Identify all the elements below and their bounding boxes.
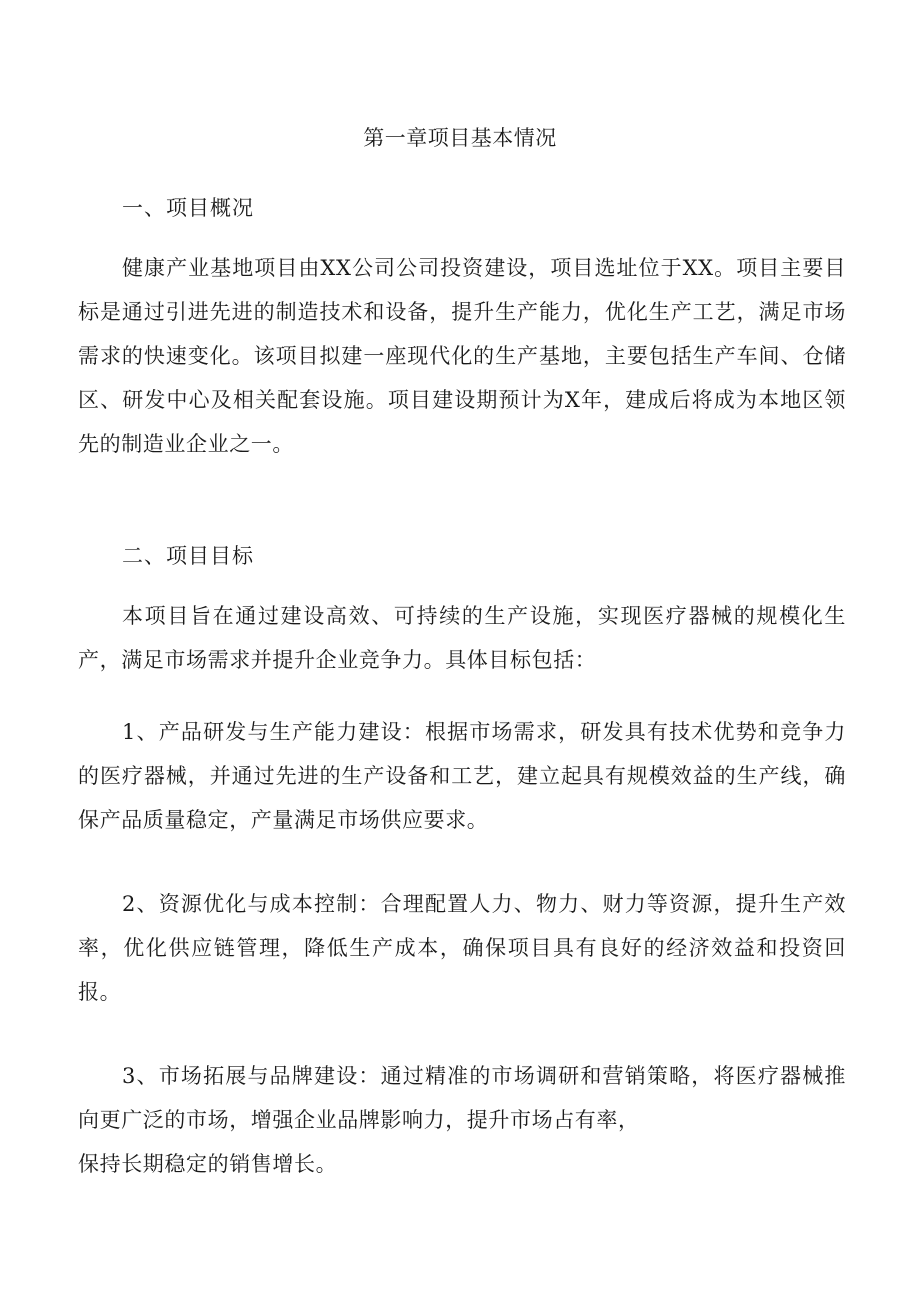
paragraph-overview: 健康产业基地项目由XX公司公司投资建设，项目选址位于XX。项目主要目标是通过引进先进的制造技术和设备，提升生产能力，优化生产工艺，满足市场需求的快速变化。该项目拟建一座现代化的生产基地，主要包括生产车间、仓储区、研发中心及相关配套设施。项目建设期预计为X年，建成后将成为本地区领先的制造业企业之一。 — [78, 256, 846, 456]
paragraph-goal-item-1: 1、产品研发与生产能力建设：根据市场需求，研发具有技术优势和竞争力的医疗器械，并通过先进的生产设备和工艺，建立起具有规模效益的生产线，确保产品质量稳定，产量满足市场供应要求。 — [78, 720, 846, 832]
section-heading-goals: 二、项目目标 — [122, 544, 254, 568]
paragraph-goal-item-3-tail: 保持长期稳定的销售增长。 — [78, 1152, 338, 1176]
paragraph-goals-intro: 本项目旨在通过建设高效、可持续的生产设施，实现医疗器械的规模化生产，满足市场需求并提升企业竞争力。具体目标包括： — [78, 604, 846, 672]
section-heading-overview: 一、项目概况 — [122, 196, 254, 220]
chapter-title: 第一章项目基本情况 — [363, 126, 557, 150]
paragraph-goal-item-2: 2、资源优化与成本控制：合理配置人力、物力、财力等资源，提升生产效率，优化供应链管理，降低生产成本，确保项目具有良好的经济效益和投资回报。 — [78, 892, 846, 1004]
paragraph-goal-item-3: 3、市场拓展与品牌建设：通过精准的市场调研和营销策略，将医疗器械推向更广泛的市场，增强企业品牌影响力，提升市场占有率， — [78, 1064, 846, 1132]
